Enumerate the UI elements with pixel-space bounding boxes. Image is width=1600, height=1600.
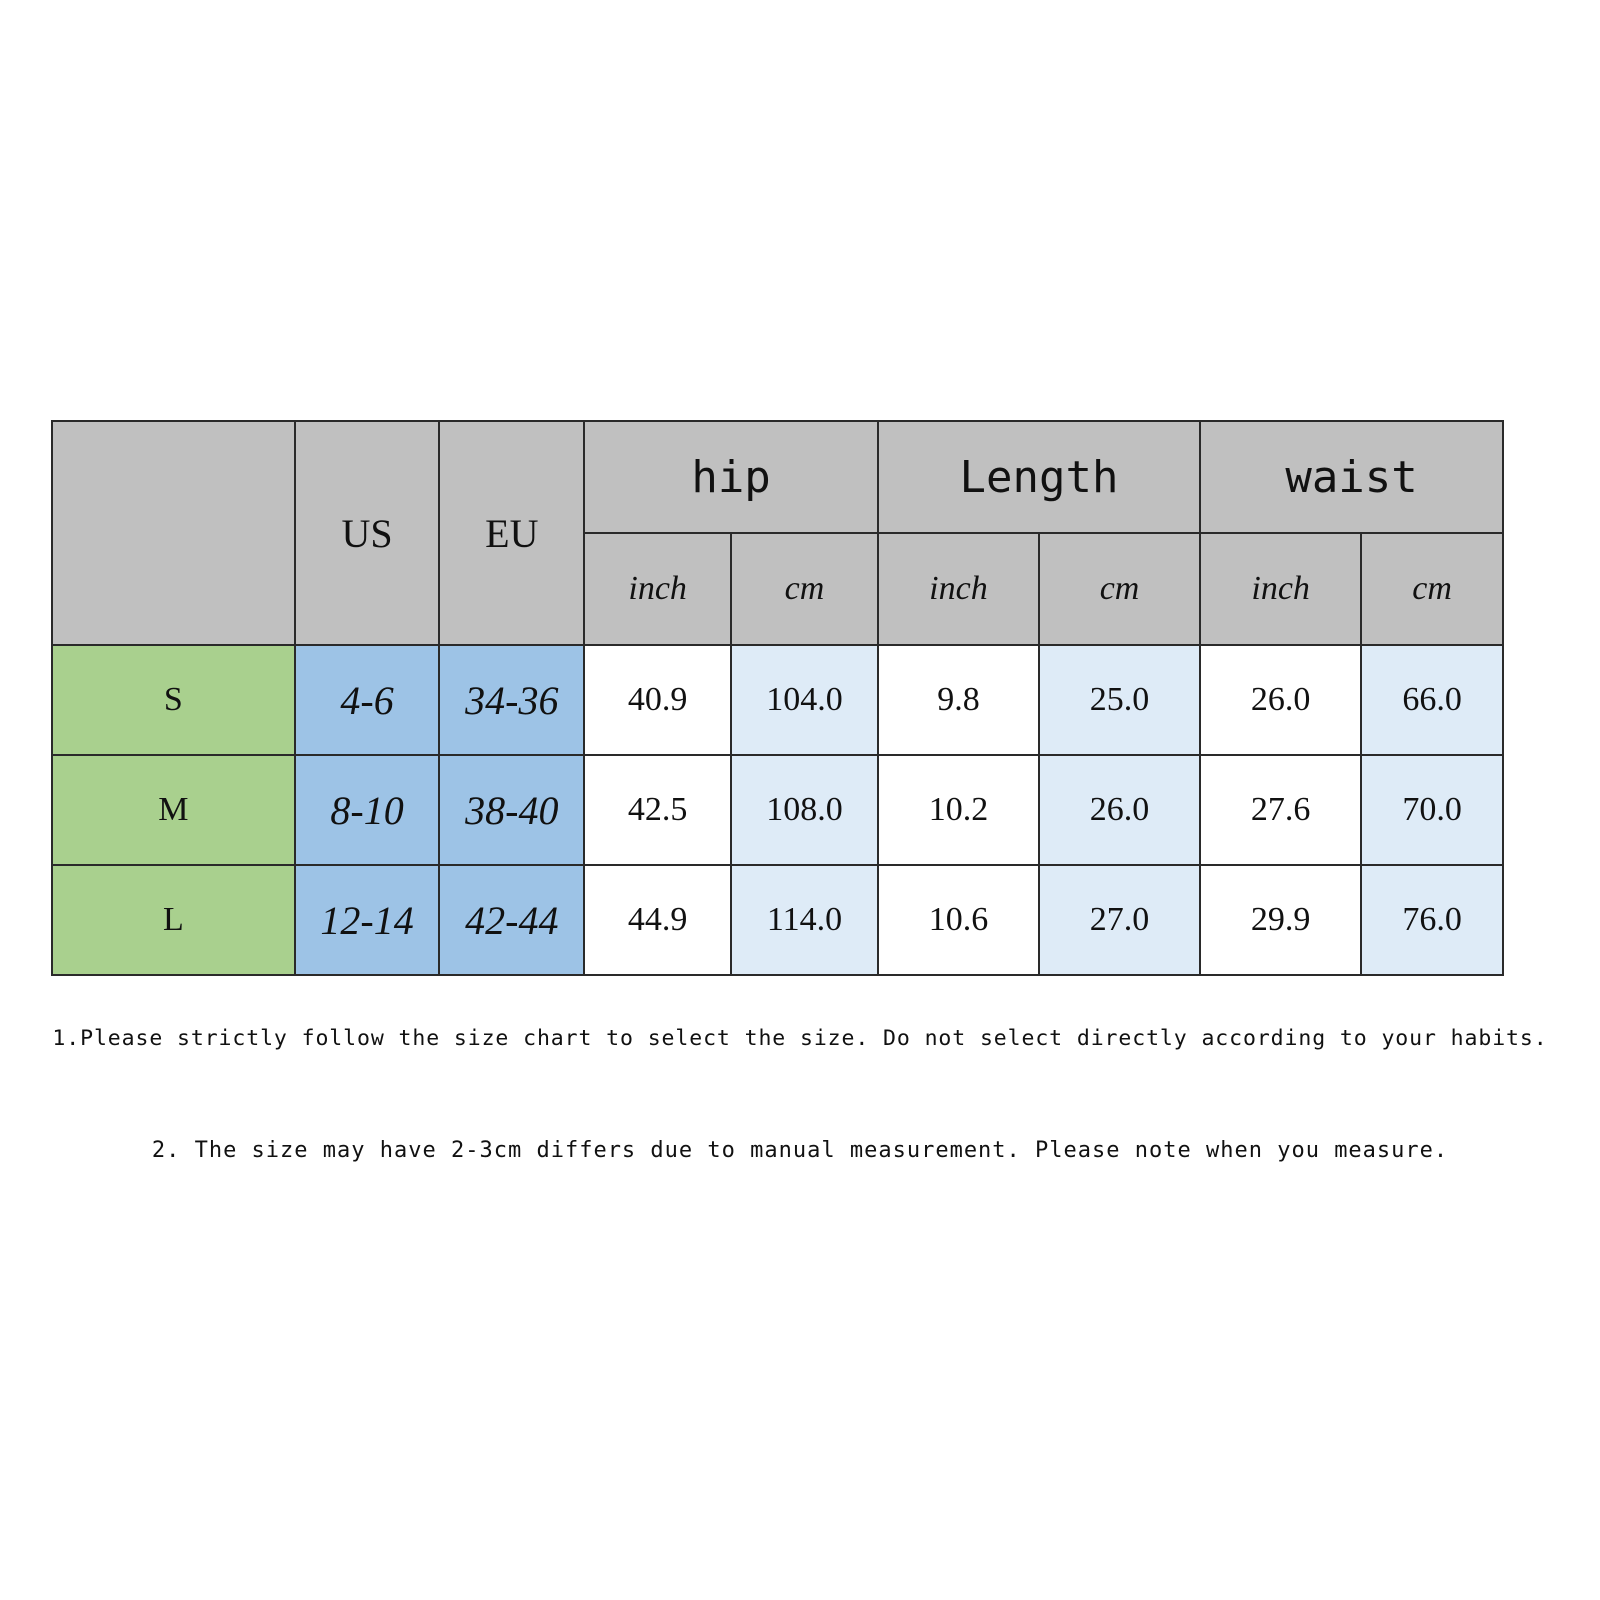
hip-inch-cell: 40.9 bbox=[584, 645, 731, 755]
us-size-cell: 12-14 bbox=[295, 865, 440, 975]
hip-header: hip bbox=[584, 421, 878, 533]
table-row bbox=[52, 755, 1503, 865]
hip-cm-header: cm bbox=[731, 533, 878, 645]
length-cm-cell: 27.0 bbox=[1039, 865, 1200, 975]
eu-size-cell: 34-36 bbox=[439, 645, 584, 755]
size-cell: S bbox=[52, 645, 295, 755]
hip-inch-header: inch bbox=[584, 533, 731, 645]
waist-cm-cell: 76.0 bbox=[1361, 865, 1503, 975]
table-row bbox=[52, 645, 1503, 755]
length-cm-cell: 25.0 bbox=[1039, 645, 1200, 755]
size-cell: L bbox=[52, 865, 295, 975]
eu-size-cell: 42-44 bbox=[439, 865, 584, 975]
hip-inch-cell: 42.5 bbox=[584, 755, 731, 865]
hip-inch-cell: 44.9 bbox=[584, 865, 731, 975]
waist-cm-cell: 70.0 bbox=[1361, 755, 1503, 865]
corner-cell bbox=[52, 421, 295, 645]
waist-cm-cell: 66.0 bbox=[1361, 645, 1503, 755]
size-note-1: 1.Please strictly follow the size chart to select the size. Do not select directly according to your habits. bbox=[52, 1026, 1548, 1051]
hip-cm-cell: 104.0 bbox=[731, 645, 878, 755]
length-inch-cell: 10.2 bbox=[878, 755, 1039, 865]
length-inch-cell: 9.8 bbox=[878, 645, 1039, 755]
size-cell: M bbox=[52, 755, 295, 865]
header-row-groups bbox=[52, 421, 1503, 533]
hip-cm-cell: 108.0 bbox=[731, 755, 878, 865]
length-inch-cell: 10.6 bbox=[878, 865, 1039, 975]
eu-size-cell: 38-40 bbox=[439, 755, 584, 865]
length-header: Length bbox=[878, 421, 1200, 533]
us-size-cell: 4-6 bbox=[295, 645, 440, 755]
table-row bbox=[52, 865, 1503, 975]
waist-header: waist bbox=[1200, 421, 1503, 533]
length-cm-cell: 26.0 bbox=[1039, 755, 1200, 865]
size-note-2: 2. The size may have 2-3cm differs due to manual measurement. Please note when you measure. bbox=[151, 1138, 1449, 1163]
size-chart-table bbox=[51, 420, 1504, 976]
waist-cm-header: cm bbox=[1361, 533, 1503, 645]
eu-header: EU bbox=[439, 421, 584, 645]
waist-inch-cell: 29.9 bbox=[1200, 865, 1361, 975]
length-inch-header: inch bbox=[878, 533, 1039, 645]
us-size-cell: 8-10 bbox=[295, 755, 440, 865]
waist-inch-cell: 26.0 bbox=[1200, 645, 1361, 755]
us-header: US bbox=[295, 421, 440, 645]
length-cm-header: cm bbox=[1039, 533, 1200, 645]
waist-inch-cell: 27.6 bbox=[1200, 755, 1361, 865]
waist-inch-header: inch bbox=[1200, 533, 1361, 645]
hip-cm-cell: 114.0 bbox=[731, 865, 878, 975]
